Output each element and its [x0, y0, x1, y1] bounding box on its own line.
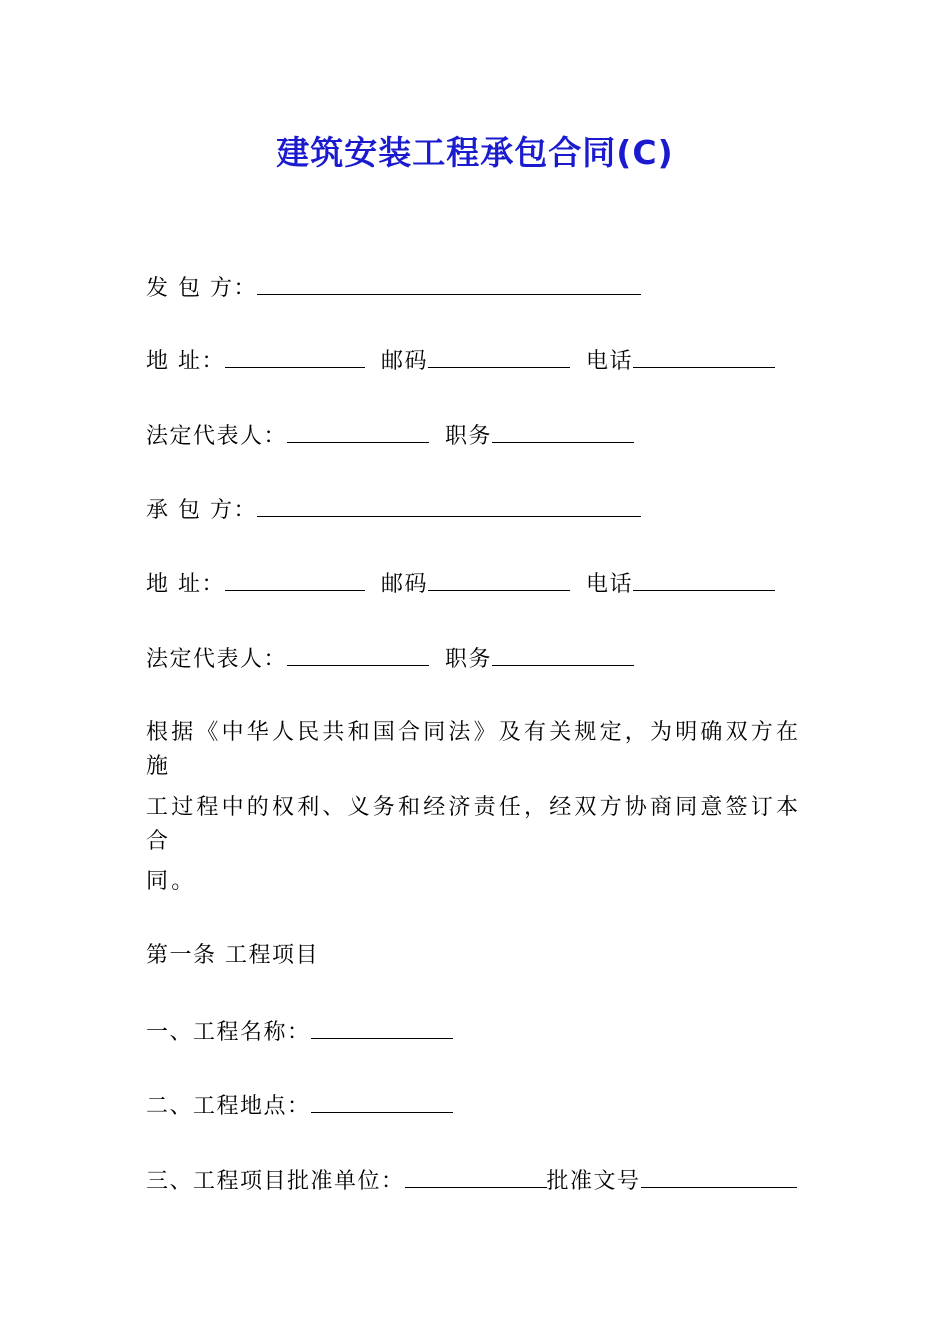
contractor-postcode-label: 邮码 — [381, 572, 429, 597]
document-title: 建筑安装工程承包合同(C) — [276, 133, 674, 172]
project-name-blank[interactable] — [311, 1014, 453, 1039]
employer-phone-blank[interactable] — [633, 343, 775, 368]
contractor-position-label: 职务 — [445, 647, 493, 672]
contractor-phone-blank[interactable] — [633, 566, 775, 591]
project-location-row — [146, 1088, 453, 1124]
contractor-row — [146, 492, 641, 528]
approval-unit-blank[interactable] — [405, 1163, 547, 1188]
contractor-legal-rep-label: 法定代表人： — [146, 647, 288, 672]
employer-name-blank[interactable] — [257, 270, 641, 295]
employer-address-label: 地 址： — [146, 349, 225, 374]
preamble-line-2: 工过程中的权利、义务和经济责任，经双方协商同意签订本合 — [146, 795, 802, 854]
contractor-legal-rep-blank[interactable] — [287, 641, 429, 666]
employer-postcode-blank[interactable] — [428, 343, 570, 368]
project-location-label: 二、工程地点： — [146, 1094, 311, 1119]
employer-legal-rep-blank[interactable] — [287, 418, 429, 443]
employer-phone-label: 电话 — [586, 349, 634, 374]
project-location-blank[interactable] — [311, 1088, 453, 1113]
preamble-line-1: 根据《中华人民共和国合同法》及有关规定，为明确双方在施 — [146, 720, 802, 779]
approval-doc-label: 批准文号 — [546, 1169, 641, 1194]
article-1-heading: 第一条 工程项目 — [146, 943, 319, 968]
employer-address-blank[interactable] — [225, 343, 365, 368]
contractor-position-blank[interactable] — [492, 641, 634, 666]
employer-label: 发 包 方： — [146, 276, 257, 301]
contractor-address-row — [146, 566, 775, 602]
project-name-label: 一、工程名称： — [146, 1020, 311, 1045]
approval-doc-blank[interactable] — [641, 1163, 797, 1188]
contractor-legal-rep-row — [146, 641, 634, 677]
contractor-address-blank[interactable] — [225, 566, 365, 591]
project-name-row — [146, 1014, 453, 1050]
contractor-address-label: 地 址： — [146, 572, 225, 597]
contractor-label: 承 包 方： — [146, 498, 257, 523]
employer-row — [146, 270, 641, 306]
employer-postcode-label: 邮码 — [381, 349, 429, 374]
approval-unit-label: 三、工程项目批准单位： — [146, 1169, 405, 1194]
employer-legal-rep-row — [146, 418, 634, 454]
contractor-postcode-blank[interactable] — [428, 566, 570, 591]
contractor-phone-label: 电话 — [586, 572, 634, 597]
contractor-name-blank[interactable] — [257, 492, 641, 517]
preamble-line-3: 同。 — [146, 869, 197, 894]
employer-legal-rep-label: 法定代表人： — [146, 424, 288, 449]
employer-position-label: 职务 — [445, 424, 493, 449]
employer-address-row — [146, 343, 775, 379]
project-approval-row — [146, 1163, 797, 1199]
employer-position-blank[interactable] — [492, 418, 634, 443]
